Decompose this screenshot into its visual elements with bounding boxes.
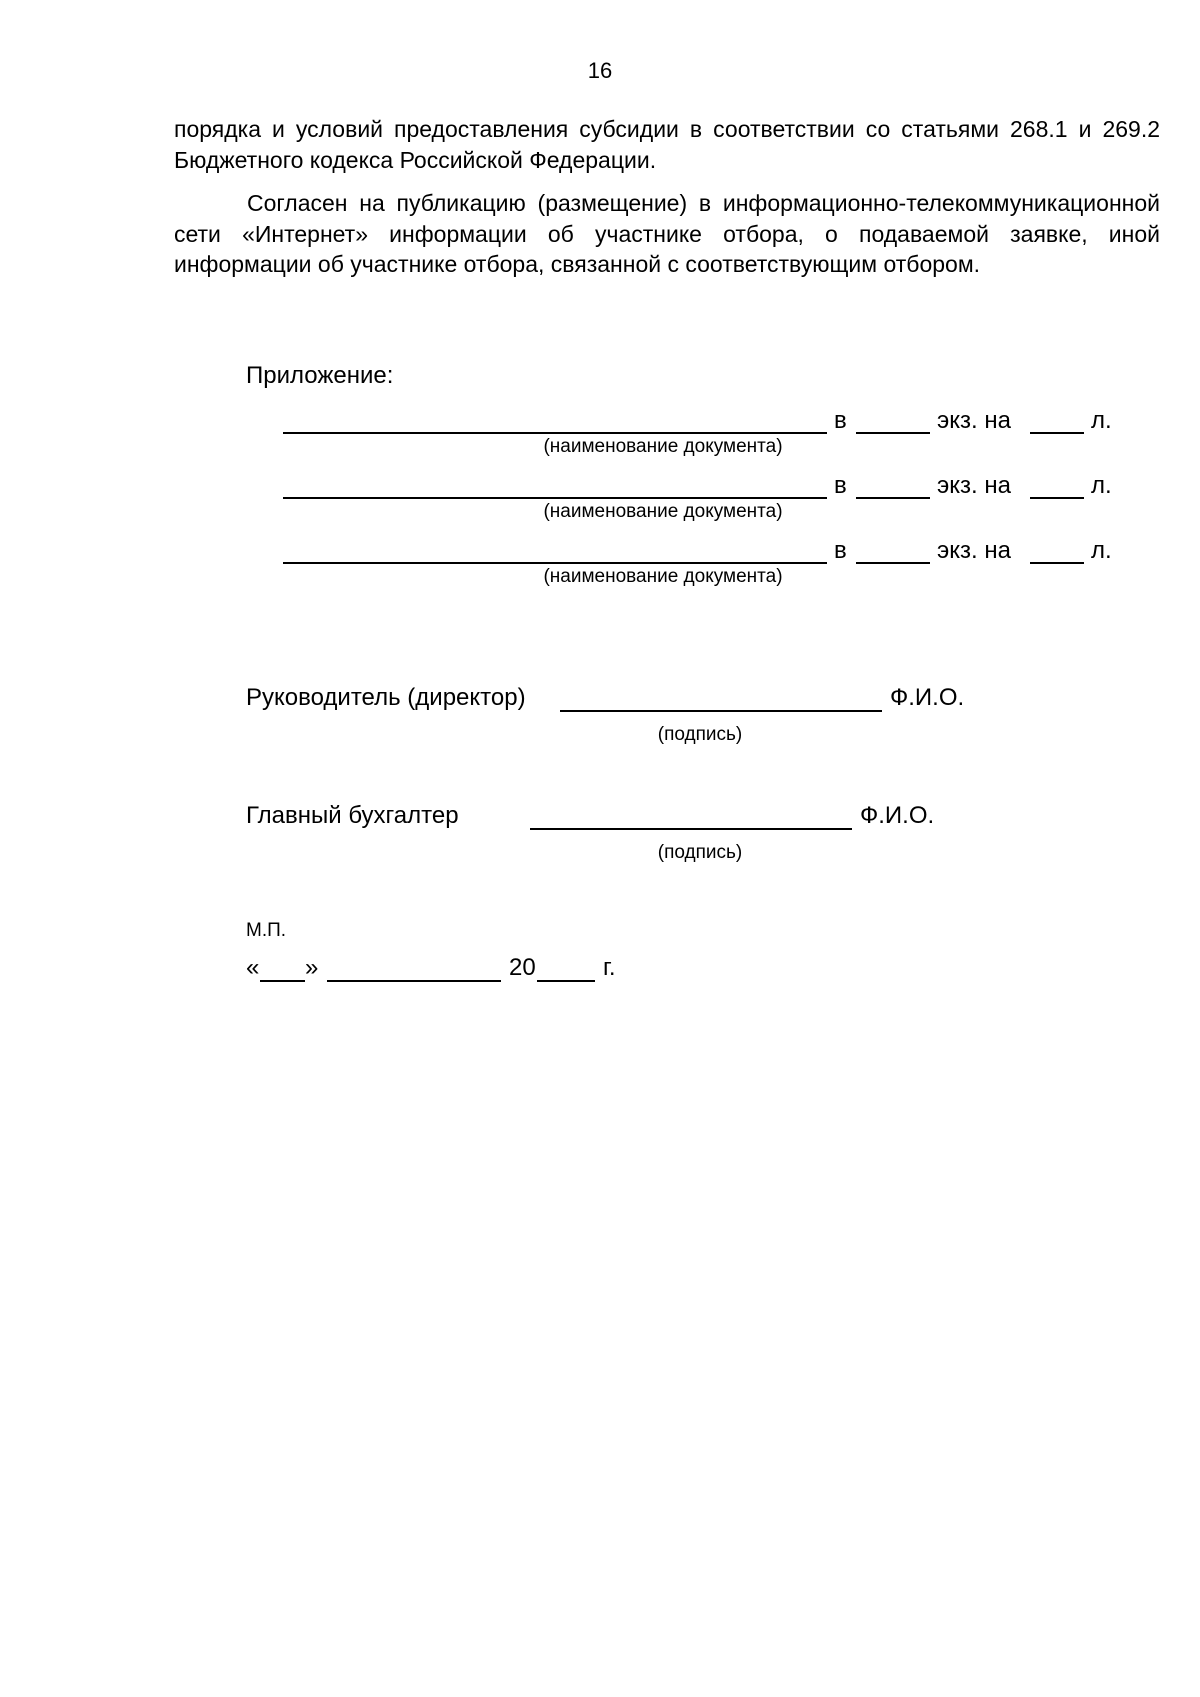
document-name-line[interactable] bbox=[283, 432, 827, 434]
date-open-quote: « bbox=[246, 954, 260, 981]
document-name-line[interactable] bbox=[283, 497, 827, 499]
copies-label: экз. на bbox=[937, 472, 1011, 499]
attachment-row bbox=[0, 465, 1200, 525]
date-year-line[interactable] bbox=[537, 980, 595, 982]
director-name-label: Ф.И.О. bbox=[890, 684, 965, 711]
date-close-quote: » bbox=[305, 954, 319, 981]
sheets-label: л. bbox=[1091, 537, 1112, 564]
stamp-label: М.П. bbox=[246, 920, 287, 941]
paragraph-consent: Согласен на публикацию (размещение) в информационно-телекоммуникационной сети «Интернет» информации об участнике отбора, о подаваемой заявке, иной информации об участнике отбора, связанной с соответствующим отбором. bbox=[174, 190, 1160, 277]
attachment-row bbox=[0, 530, 1200, 590]
director-signature-caption: (подпись) bbox=[657, 724, 743, 745]
paragraph-continuation: порядка и условий предоставления субсидии в соответствии со статьями 268.1 и 269.2 Бюджетного кодекса Российской Федерации. bbox=[174, 116, 1160, 173]
date-day-line[interactable] bbox=[260, 980, 305, 982]
date-year-suffix: г. bbox=[603, 954, 616, 981]
in-label: в bbox=[834, 407, 847, 434]
copies-label: экз. на bbox=[937, 407, 1011, 434]
accountant-name-label: Ф.И.О. bbox=[860, 802, 935, 829]
accountant-label: Главный бухгалтер bbox=[246, 802, 459, 829]
sheets-label: л. bbox=[1091, 407, 1112, 434]
in-label: в bbox=[834, 537, 847, 564]
copies-line[interactable] bbox=[856, 562, 930, 564]
sheets-label: л. bbox=[1091, 472, 1112, 499]
page-number: 16 bbox=[587, 58, 613, 83]
document-name-caption: (наименование документа) bbox=[543, 566, 783, 587]
sheets-line[interactable] bbox=[1030, 497, 1084, 499]
sheets-line[interactable] bbox=[1030, 562, 1084, 564]
director-label: Руководитель (директор) bbox=[246, 684, 526, 711]
copies-label: экз. на bbox=[937, 537, 1011, 564]
in-label: в bbox=[834, 472, 847, 499]
attachment-heading: Приложение: bbox=[246, 362, 394, 389]
document-name-caption: (наименование документа) bbox=[543, 501, 783, 522]
accountant-signature-line[interactable] bbox=[530, 828, 852, 830]
copies-line[interactable] bbox=[856, 497, 930, 499]
copies-line[interactable] bbox=[856, 432, 930, 434]
document-name-caption: (наименование документа) bbox=[543, 436, 783, 457]
attachment-row bbox=[0, 400, 1200, 460]
director-signature-line[interactable] bbox=[560, 710, 882, 712]
document-name-line[interactable] bbox=[283, 562, 827, 564]
date-year-prefix: 20 bbox=[509, 954, 536, 981]
date-month-line[interactable] bbox=[327, 980, 501, 982]
accountant-signature-caption: (подпись) bbox=[657, 842, 743, 863]
sheets-line[interactable] bbox=[1030, 432, 1084, 434]
